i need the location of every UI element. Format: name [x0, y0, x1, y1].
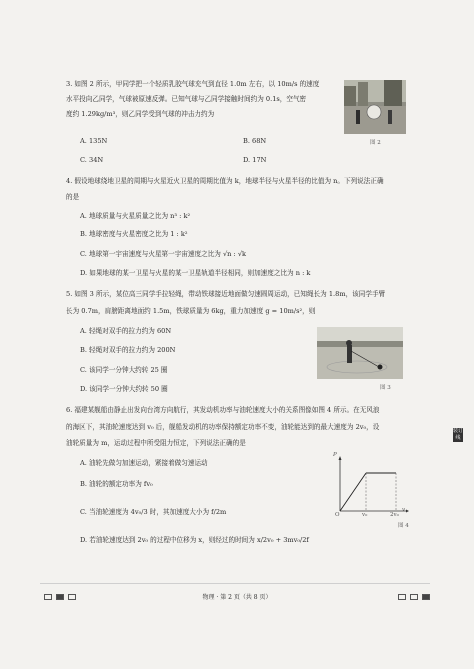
graph-tick-v0: v₀: [362, 512, 368, 518]
q4-option-b: B. 地球密度与火星密度之比为 1 : k²: [80, 230, 188, 238]
q4-option-d: D. 如果地球的某一卫星与火星的某一卫星轨道半径相同，则加速度之比为 n : k: [80, 269, 311, 277]
q3-line2: 水平投向乙同学，气球被原速反弹。已知气球与乙同学接触时间约为 0.1s，空气密: [66, 95, 307, 103]
q3-option-c: C. 34N: [80, 156, 104, 164]
footer-divider: [40, 583, 430, 584]
q5-option-d: D. 该同学一分钟大约转 50 圈: [80, 385, 168, 393]
q3-line1: 3. 如图 2 所示，甲同学把一个轻质乳胶气球充气到直径 1.0m 左右，以 10m/s 的速度: [66, 80, 320, 88]
footer-box-5: [410, 594, 418, 600]
q5-option-b: B. 轻绳对双手的拉力约为 200N: [80, 346, 176, 354]
figure-2-photo: [344, 80, 406, 134]
q6-line2: 的海区下，其油轮速度达到 v₀ 后，舰船发动机的功率保持额定功率不变，油轮能达到的最大速度为 2v₀，设: [66, 423, 380, 431]
q6-line1: 6. 福建某舰船由静止出发向台湾方向航行，其发动机功率与油轮速度大小的关系图像如图 4 所示。在无风浪: [66, 406, 380, 414]
graph-origin-label: O: [335, 512, 340, 518]
q6-option-b: B. 油轮的额定功率为 fv₀: [80, 480, 153, 488]
q3-option-b: B. 68N: [243, 137, 267, 145]
q5-line2: 长为 0.7m，肩膀距离地面约 1.5m，铁球质量为 6kg，重力加速度 g = 10m/s²，则: [66, 307, 316, 315]
power-ramp-line: [340, 473, 366, 511]
figure-3-photo: [317, 327, 403, 379]
q6-line3: 油轮质量为 m，运动过程中所受阻力恒定，下列说法正确的是: [66, 439, 246, 447]
figure-4-graph: [330, 455, 410, 519]
q4-option-a: A. 地球质量与火星质量之比为 n³ : k²: [80, 212, 191, 220]
q5-option-a: A. 轻绳对双手的拉力约为 60N: [80, 327, 172, 335]
q4-option-c: C. 地球第一宇宙速度与火星第一宇宙速度之比为 √n : √k: [80, 250, 247, 258]
q6-option-c: C. 当油轮速度为 4v₀/3 时，其加速度大小为 f/2m: [80, 508, 227, 516]
figure-2-caption: 图 2: [370, 140, 381, 146]
footer-box-6: [422, 594, 430, 600]
figure-4-caption: 图 4: [398, 523, 409, 529]
q5-option-c: C. 该同学一分钟大约转 25 圈: [80, 366, 168, 374]
page-footer: 物理 · 第 2 页（共 8 页）: [202, 594, 272, 601]
q6-option-a: A. 油轮先做匀加速运动，紧接着做匀速运动: [80, 459, 208, 467]
q3-option-d: D. 17N: [243, 156, 267, 164]
q3-line3: 度约 1.29kg/m³，则乙同学受到气球的冲击力约为: [66, 110, 215, 118]
q5-line1: 5. 如图 3 所示，某位高三同学手拉轻绳，带动铁球接近地面做匀速圆周运动，已知绳长为 1.8m，该同学手臂: [66, 290, 386, 298]
binding-side-tab: 装订线: [453, 428, 464, 441]
graph-axis-v-label: v: [402, 507, 406, 513]
footer-box-4: [398, 594, 406, 600]
q4-line1: 4. 假设地球绕地卫星的周期与火星近火卫星的周期比值为 k，地球半径与火星半径的比值为 n。下列说法正确: [66, 177, 384, 185]
q4-line2: 的是: [66, 193, 80, 201]
graph-axis-p-label: P: [333, 452, 337, 458]
q3-option-a: A. 135N: [80, 137, 108, 145]
q6-option-d: D. 若油轮速度达到 2v₀ 的过程中位移为 x，则经过的时间为 x/2v₀ + 3mv₀/2f: [80, 536, 309, 544]
graph-tick-2v0: 2v₀: [390, 512, 399, 518]
figure-3-caption: 图 3: [380, 385, 391, 391]
